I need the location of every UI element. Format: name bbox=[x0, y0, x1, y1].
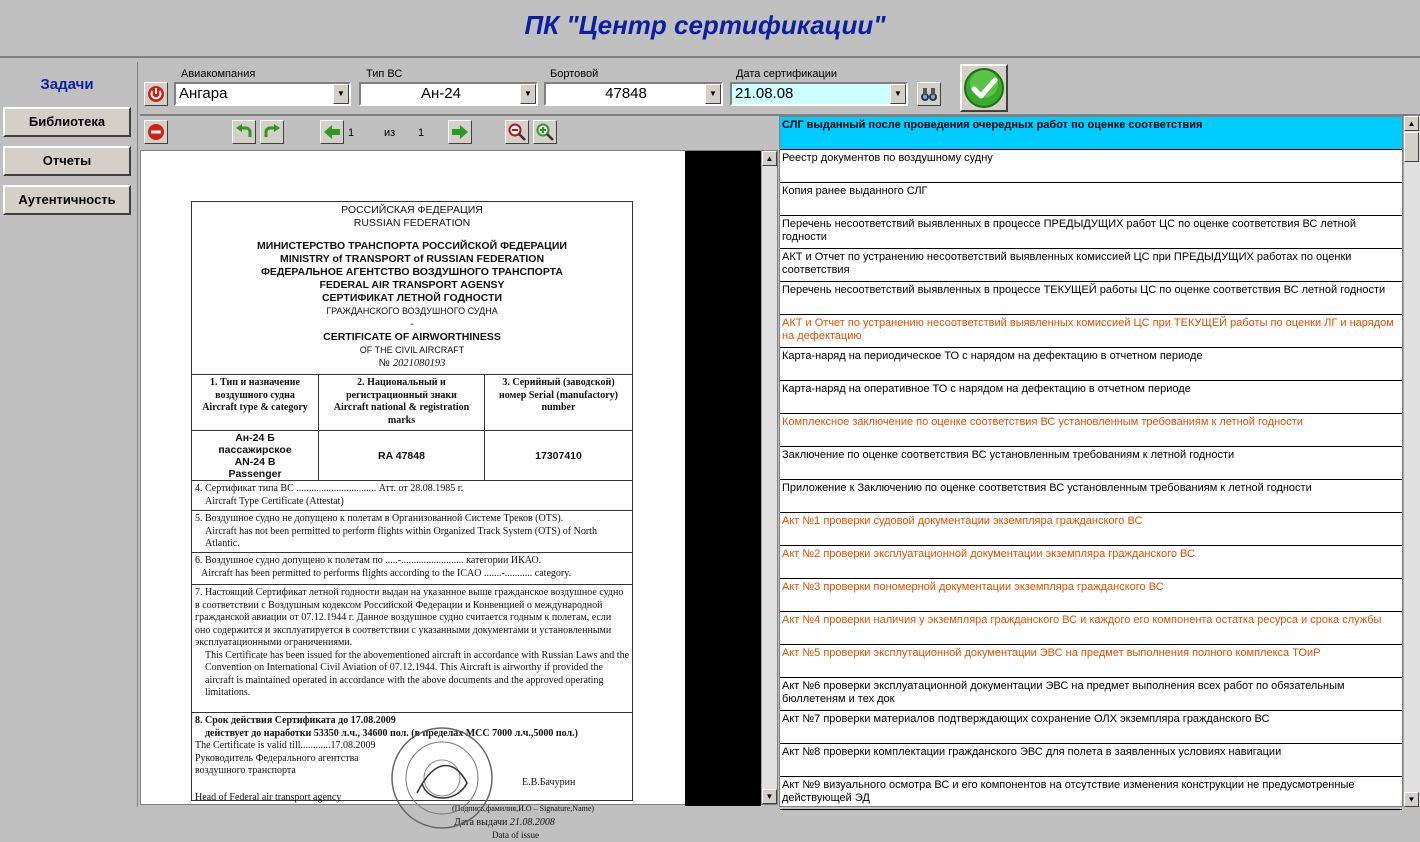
scan-border bbox=[685, 151, 761, 806]
doc-line: 5. Воздушное судно не допущено к полетам в Организованной Системе Треков (OTS). bbox=[195, 513, 564, 524]
chevron-down-icon[interactable]: ▼ bbox=[705, 84, 721, 104]
doc-line: Head of Federal air transport agency bbox=[195, 791, 342, 803]
tail-number-select[interactable] bbox=[544, 82, 723, 106]
doc-line: RUSSIAN FEDERATION bbox=[353, 217, 471, 229]
document-list-item[interactable]: Заключение по оценке соответствия ВС установленным требованиям к летной годности bbox=[780, 447, 1402, 480]
document-list-item[interactable]: Акт №1 проверки судовой документации экземпляра гражданского ВС bbox=[780, 513, 1402, 546]
scroll-down-icon[interactable]: ▼ bbox=[1404, 792, 1419, 807]
viewer-scrollbar[interactable] bbox=[761, 151, 777, 804]
doc-line: Дата выдачи bbox=[454, 817, 508, 828]
binoculars-icon bbox=[920, 85, 938, 103]
confirm-button[interactable] bbox=[960, 64, 1008, 112]
document-list-item[interactable]: Перечень несоответствий выявленных в процессе ПРЕДЫДУЩИХ работ ЦС по оценке соответствия ВС летной годности bbox=[780, 216, 1402, 249]
cert-date-select[interactable] bbox=[730, 82, 908, 106]
tail-number-label: Бортовой bbox=[550, 68, 599, 80]
doc-line: 8. Срок действия Сертификата до 17.08.2009 bbox=[195, 715, 396, 726]
document-list-item[interactable]: Акт №6 проверки эксплуатационной документации ЭВС на предмет выполнения всех работ по обязательным бюллетеням и тех док bbox=[780, 678, 1402, 711]
close-document-button[interactable] bbox=[144, 120, 168, 144]
checkmark-icon bbox=[963, 67, 1005, 109]
page-of: из bbox=[384, 127, 396, 139]
arrow-right-icon bbox=[451, 123, 469, 141]
doc-line: - bbox=[410, 318, 414, 330]
doc-line: This Certificate has been issued for the abovementioned aircraft in accordance with Russian Laws and the Convention on International Civil Aviation of 07.12.1944. This Aircraft is airworthy if provided the aircraft is maintained operated in accordance with the above documents and the approved operating limitations. bbox=[205, 649, 630, 698]
document-list-item[interactable]: АКТ и Отчет по устранению несоответствий выявленных комиссией ЦС при ПРЕДЫДУЩИХ работах по оценки соответствия bbox=[780, 249, 1402, 282]
doc-line: 4. Сертификат типа ВС ................................ Атт. от 28.08.1985 г. bbox=[195, 483, 464, 494]
rotate-left-icon bbox=[234, 123, 254, 141]
document-list-item[interactable]: Акт №5 проверки эксплутационной документации ЭВС на предмет выполнения полного комплекса ТОиР bbox=[780, 645, 1402, 678]
aircraft-type-select[interactable] bbox=[359, 82, 538, 106]
document-list-item[interactable]: Копия ранее выданного СЛГ bbox=[780, 183, 1402, 216]
doc-line: СЕРТИФИКАТ ЛЕТНОЙ ГОДНОСТИ bbox=[321, 292, 503, 304]
doc-line: 1. Тип и назначение воздушного судна Aircraft type & category bbox=[192, 375, 319, 430]
power-button[interactable] bbox=[144, 82, 168, 106]
doc-line: Aircraft has been permitted to performs flights according to the ICAO .......-........... category. bbox=[201, 567, 572, 579]
doc-line: МИНИСТЕРСТВО ТРАНСПОРТА РОССИЙСКОЙ ФЕДЕРАЦИИ bbox=[257, 240, 567, 252]
doc-line: FEDERAL AIR TRANSPORT AGENSY bbox=[319, 279, 505, 291]
document-list-item[interactable]: АКТ и Отчет по устранению несоответствий выявленных комиссией ЦС при ТЕКУЩЕЙ работы по оценки ЛГ и нарядом на дефектацию bbox=[780, 315, 1402, 348]
document-list-item[interactable]: Акт №4 проверки наличия у экземпляра гражданского ВС и каждого его компонента остатка ресурса и срока службы bbox=[780, 612, 1402, 645]
stop-icon bbox=[147, 123, 165, 141]
tail-number-value: 47848 bbox=[605, 85, 647, 102]
library-button[interactable]: Библиотека bbox=[3, 107, 131, 137]
scroll-up-icon[interactable]: ▲ bbox=[1404, 116, 1419, 131]
document-list-item[interactable]: Акт №2 проверки эксплуатационной документации экземпляра гражданского ВС bbox=[780, 546, 1402, 579]
document-list-item[interactable]: Карта-наряд на периодическое ТО с нарядом на дефектацию в отчетном периоде bbox=[780, 348, 1402, 381]
doc-line: 3. Серийный (заводской) номер Serial (manufactory) number bbox=[498, 377, 619, 413]
doc-number: 2021080193 bbox=[392, 358, 446, 369]
aircraft-type-value: Ан-24 bbox=[421, 85, 461, 102]
doc-line: действует до наработки 53350 л.ч., 34600 пол. (в пределах МСС 7000 л.ч.,5000 пол.) bbox=[205, 727, 578, 739]
doc-line: Руководитель Федерального агентства воздушного транспорта bbox=[195, 752, 359, 776]
tasks-heading: Задачи bbox=[40, 76, 94, 93]
chevron-down-icon[interactable]: ▼ bbox=[520, 84, 536, 104]
doc-line: Ан-24 Б пассажирское AN-24 B Passenger bbox=[192, 431, 319, 480]
cert-date-value: 21.08.08 bbox=[735, 85, 794, 102]
document-list-item[interactable]: Реестр документов по воздушному судну bbox=[780, 150, 1402, 183]
doc-line: CERTIFICATE OF AIRWORTHINESS bbox=[323, 331, 501, 343]
document-list-item[interactable]: Акт №8 проверки комплектации гражданского ЭВС для полета в заявленных условиях навигации bbox=[780, 744, 1402, 777]
page-total: 1 bbox=[418, 127, 425, 139]
airline-value: Ангара bbox=[179, 85, 228, 102]
doc-line: (Подпись,фамилия,И.О – Signature,Name) bbox=[452, 804, 595, 813]
doc-line: Aircraft Type Certificate (Attestat) bbox=[205, 495, 344, 507]
document-list-item[interactable]: Акт №7 проверки материалов подтверждающих сохранение ОЛХ экземпляра гражданского ВС bbox=[780, 711, 1402, 744]
next-page-button[interactable] bbox=[448, 120, 472, 144]
airline-select[interactable] bbox=[174, 82, 351, 106]
document-list-item[interactable]: Карта-наряд на оперативное ТО с нарядом на дефектацию в отчетном периоде bbox=[780, 381, 1402, 414]
power-icon bbox=[147, 85, 165, 103]
doc-line: 2. Национальный и регистрационный знаки Aircraft national & registration marks bbox=[319, 375, 485, 430]
chevron-down-icon[interactable]: ▼ bbox=[890, 84, 906, 104]
rotate-right-icon bbox=[262, 123, 282, 141]
app-title: ПК "Центр сертификации" bbox=[524, 10, 886, 40]
reports-button[interactable]: Отчеты bbox=[3, 146, 131, 176]
scroll-down-icon[interactable]: ▼ bbox=[762, 789, 777, 804]
doc-line: The Certificate is valid till............17.08.2009 bbox=[195, 740, 376, 751]
doc-line: RA 47848 bbox=[319, 431, 485, 480]
rotate-right-button[interactable] bbox=[260, 120, 284, 144]
doc-number-label: № bbox=[378, 357, 390, 369]
document-list-item[interactable]: Перечень несоответствий выявленных в процессе ТЕКУЩЕЙ работы ЦС по оценке соответствия ВС летной годности bbox=[780, 282, 1402, 315]
chevron-down-icon[interactable]: ▼ bbox=[333, 84, 349, 104]
document-list-item[interactable]: СЛГ выданный после проведения очередных работ по оценке соответствия bbox=[780, 117, 1402, 150]
document-list-item[interactable]: Приложение к Заключению по оценке соответствия ВС установленным требованиям к летной годности bbox=[780, 480, 1402, 513]
doc-line: 17307410 bbox=[535, 450, 582, 462]
stamp-icon bbox=[387, 723, 497, 833]
scroll-thumb[interactable] bbox=[1404, 132, 1419, 162]
certificate-scan bbox=[191, 201, 633, 840]
previous-page-button[interactable] bbox=[320, 120, 344, 144]
doc-line: OF THE CIVIL AIRCRAFT bbox=[359, 345, 465, 355]
rotate-left-button[interactable] bbox=[232, 120, 256, 144]
doc-line: 21.08.2008 bbox=[509, 817, 555, 828]
zoom-in-button[interactable] bbox=[533, 120, 557, 144]
document-list[interactable] bbox=[779, 116, 1403, 807]
arrow-left-icon bbox=[323, 123, 341, 141]
doc-line: РОССИЙСКАЯ ФЕДЕРАЦИЯ bbox=[341, 204, 483, 216]
doc-line: 7. Настоящий Сертификат летной годности выдан на указанное выше гражданское воздушное судно в соответствии с Воздушным кодексом Российской Федерации и Конвенцией о международной гражданской авиации от 07.12.1944 г. Данное воздушное судно считается годным к полетам, если оно содержится и эксплуатируется в соответствии с указанными документами и установленными эксплуатационными ограничениями. bbox=[195, 587, 624, 648]
document-list-item[interactable]: Акт №9 визуального осмотра ВС и его компонентов на отсутствие изменения конструкции не предусмотренные действующей ЭД bbox=[780, 777, 1402, 810]
doc-line: ГРАЖДАНСКОГО ВОЗДУШНОГО СУДНА bbox=[326, 306, 498, 316]
search-aircraft-button[interactable] bbox=[917, 82, 941, 106]
page-current: 1 bbox=[348, 127, 355, 139]
zoom-out-button[interactable] bbox=[505, 120, 529, 144]
zoom-out-icon bbox=[508, 123, 526, 141]
airline-label: Авиакомпания bbox=[181, 68, 256, 80]
doc-line: MINISTRY of TRANSPORT of RUSSIAN FEDERATION bbox=[279, 253, 545, 265]
doc-line: Aircraft has not been permitted to perform flights within Organized Track System (OTS) of North Atlantic. bbox=[205, 525, 597, 549]
authenticity-button[interactable]: Аутентичность bbox=[3, 185, 131, 215]
document-list-item[interactable]: Комплексное заключение по оценке соответствия ВС установленным требованиям к летной годности bbox=[780, 414, 1402, 447]
zoom-in-icon bbox=[536, 123, 554, 141]
document-list-item[interactable]: Акт №3 проверки пономерной документации экземпляра гражданского ВС bbox=[780, 579, 1402, 612]
doc-line: Data of issue bbox=[492, 830, 539, 840]
document-viewer[interactable] bbox=[140, 150, 778, 840]
document-rows bbox=[780, 117, 1402, 810]
doc-line: ФЕДЕРАЛЬНОЕ АГЕНТСТВО ВОЗДУШНОГО ТРАНСПОРТА bbox=[260, 266, 564, 278]
doc-line: Е.В.Бачурин bbox=[522, 777, 576, 788]
aircraft-type-label: Тип ВС bbox=[366, 68, 403, 80]
scroll-up-icon[interactable]: ▲ bbox=[762, 151, 777, 166]
doc-line: 6. Воздушное судно допущено к полетам по .....-......................... категории ИКАО. bbox=[195, 555, 542, 566]
list-scrollbar[interactable] bbox=[1403, 116, 1420, 807]
cert-date-label: Дата сертификации bbox=[736, 68, 838, 80]
